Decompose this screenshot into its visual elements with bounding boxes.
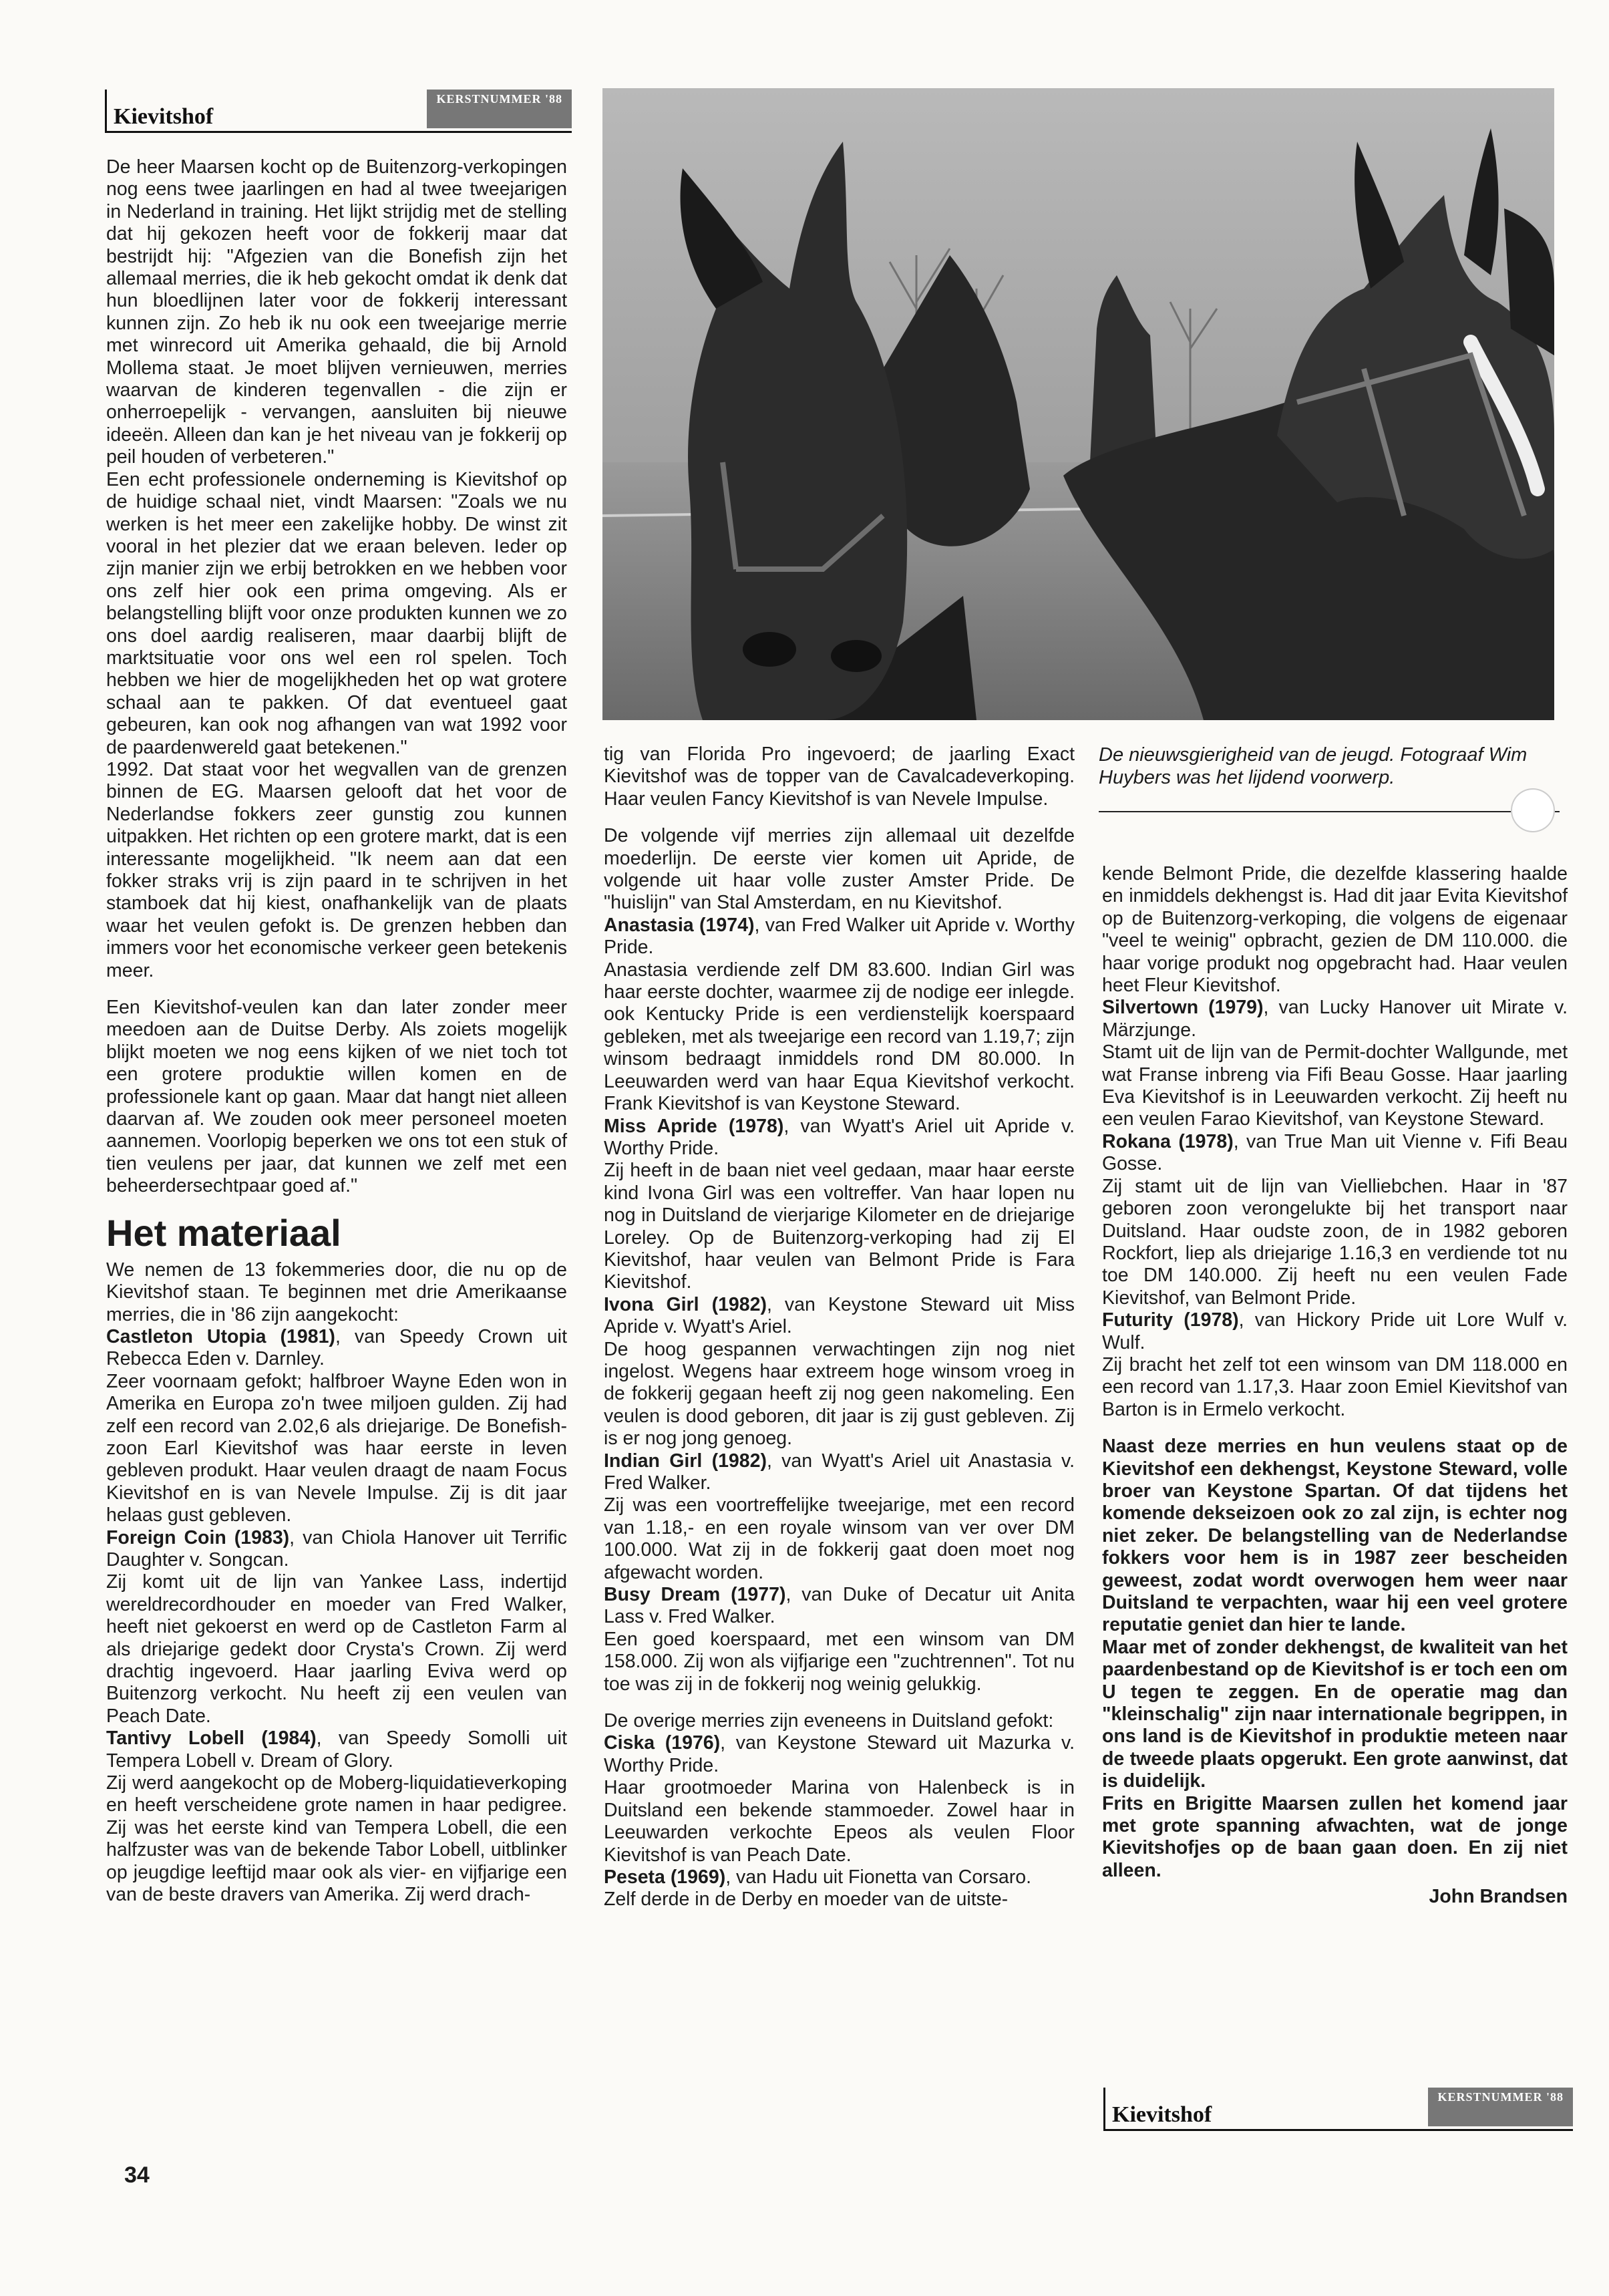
horse-name: Foreign Coin (1983) xyxy=(106,1526,290,1548)
column-1 xyxy=(106,156,567,1906)
closing-paragraph: Frits en Brigitte Maarsen zullen het komend jaar met grote spanning afwachten, wat de jonge Kievitshofjes op de baan gaan doen. En zij niet alleen. xyxy=(1102,1792,1568,1881)
horse-pedigree: , van True Man uit Vienne v. Fifi Beau Gosse. xyxy=(1102,1130,1568,1175)
punch-hole xyxy=(1511,788,1555,832)
horse-pedigree: , van Hadu uit Fionetta van Corsaro. xyxy=(725,1866,1032,1888)
author-signature: John Brandsen xyxy=(1429,1886,1568,1908)
horse-entry xyxy=(106,1728,567,1772)
issue-tag: KERSTNUMMER '88 xyxy=(1428,2088,1573,2126)
paragraph: Zelf derde in de Derby en moeder van de uitste- xyxy=(604,1889,1009,1911)
paragraph: kende Belmont Pride, die dezelfde klassering haalde en inmiddels dekhengst is. Had dit jaar Evita Kievitshof op de Buitenzorg-verkoping, die volgens de eigenaar "veel te weinig" opbracht, gezien de DM 110.000. die haar vorige produkt nog opgebracht had. Haar veulen heet Fleur Kievitshof. xyxy=(1102,863,1568,997)
photo-foals xyxy=(602,88,1554,720)
paragraph: Zij komt uit de lijn van Yankee Lass, indertijd wereldrecordhouder en moeder van Fred Walker, heeft niet gekoerst en werd op de Castleton Farm al als driejarige gedekt door Crysta's Crown. Zij werd drachtig ingevoerd. Haar jaarling Eviva werd op Buitenzorg verkocht. Nu heeft zij een veulen van Peach Date. xyxy=(106,1571,567,1727)
horse-pedigree: , van Lucky Hanover uit Mirate v. Märzjunge. xyxy=(1102,997,1568,1041)
horse-name: Busy Dream (1977) xyxy=(604,1584,786,1606)
paragraph: Anastasia verdiende zelf DM 83.600. Indian Girl was haar eerste dochter, waarmee zij de nodige eer inlegde. ook Kentucky Pride is een verdienstelijk koerspaard gebleken, met als tweejarige een record van 1.19,7; zijn winsom bedraagt inmiddels rond DM 80.000. In Leeuwarden werd van haar Equa Kievitshof verkocht. Frank Kievitshof is van Keystone Steward. xyxy=(604,959,1075,1115)
paragraph: Zij bracht het zelf tot een winsom van DM 118.000 en een record van 1.17,3. Haar zoon Emiel Kievitshof van Barton is in Ermelo verkocht. xyxy=(1102,1353,1568,1420)
horse-pedigree: , van Chiola Hanover uit Terrific Daughter v. Songcan. xyxy=(106,1526,567,1571)
horse-entry xyxy=(106,1326,567,1371)
horse-name: Miss Apride (1978) xyxy=(604,1115,784,1137)
paragraph: Een echt professionele onderneming is Kievitshof op de huidige schaal niet, vindt Maarsen: "Zoals we nu werken is het meer een zakelijke hobby. De winst zit vooral in het plezier dat we eraan beleven. Ieder op zijn manier zijn we erbij betrokken en we hebben voor ons zelf hier ook een prima omgeving. Als er belangstelling blijft voor onze produkten kunnen we zo ons doel aardig realiseren, maar daarbij blijft de marktsituatie voor ons wel een rol spelen. Toch hebben we hier de mogelijkheden het op wat grotere schaal aan te pakken. Of dat eventueel gaat gebeuren, kan ook nog afhangen van wat 1992 voor de paardenwereld gaat betekenen." xyxy=(106,468,567,758)
paragraph: Stamt uit de lijn van de Permit-dochter Wallgunde, met wat Franse inbreng via Fifi Beau Gosse. Haar jaarling Eva Kievitshof is in Leeuwarden verkocht. Zij heeft nu een veulen Farao Kievitshof, van Keystone Steward. xyxy=(1102,1041,1568,1130)
caption-rule xyxy=(1099,811,1560,812)
horse-pedigree: , van Hickory Pride uit Lore Wulf v. Wulf. xyxy=(1102,1309,1568,1353)
paragraph: Zij was een voortreffelijke tweejarige, met een record van 1.18,- en een royale winsom van ver over DM 100.000. Wat zij in de fokkerij gaat doen moet nog afgewacht worden. xyxy=(604,1494,1075,1583)
section-header-top xyxy=(105,90,572,133)
paragraph: Zij heeft in de baan niet veel gedaan, maar haar eerste kind Ivona Girl was een voltreffer. Van haar lopen nu nog in Duitsland de vierjarige Kilometer en de driejarige Loreley. Op de Buitenzorg-verkoping had zij El Kievitshof, haar veulen van Belmont Pride is Fara Kievitshof. xyxy=(604,1160,1075,1293)
horse-pedigree: , van Wyatt's Ariel uit Apride v. Worthy Pride. xyxy=(604,1115,1075,1159)
column-2 xyxy=(604,744,1075,1911)
horse-entry xyxy=(604,1732,1075,1777)
horse-name: Silvertown (1979) xyxy=(1102,997,1264,1019)
paragraph: Een goed koerspaard, met een winsom van DM 158.000. Zij won als vijfjarige een "zuchtrennen". Tot nu toe was zij in de fokkerij nog weinig gelukkig. xyxy=(604,1628,1075,1695)
horse-pedigree: , van Speedy Somolli uit Tempera Lobell v. Dream of Glory. xyxy=(106,1728,568,1772)
paragraph: De heer Maarsen kocht op de Buitenzorg-verkopingen nog eens twee jaarlingen en had al twee tweejarigen in Nederland in training. Het lijkt strijdig met de stelling dat hij gekozen heeft voor de fokkerij maar dat bestrijdt hij: "Afgezien van die Bonefish zijn het allemaal merries, die ik heb gekocht omdat ik denk dat hun bloedlijnen later voor de fokkerij interessant kunnen zijn. Zo heb ik nu ook een tweejarige merrie met winrecord uit Amerika gehaald, die bij Arnold Mollema staat. Je moet blijven vernieuwen, merries waarvan de kinderen tegenvallen - die zijn er onherroepelijk - vervangen, aansluiten bij nieuwe ideeën. Alleen dan kan je het niveau van je fokkerij op peil houden of verbeteren." xyxy=(106,156,567,468)
section-name: Kievitshof xyxy=(1112,2102,1212,2127)
paragraph: Zij werd aangekocht op de Moberg-liquidatieverkoping en heeft verscheidene grote namen in haar pedigree. Zij was het eerste kind van Tempera Lobell, die een halfzuster was van de bekende Tabor Lobell, uitblinker op jeugdige leeftijd maar ook als vier- en vijfjarige een van de beste dravers van Amerika. Zij werd drach- xyxy=(106,1772,567,1906)
horse-entry xyxy=(1102,997,1568,1041)
section-name: Kievitshof xyxy=(114,104,214,129)
horse-entry xyxy=(1102,1131,1568,1176)
paragraph: Een Kievitshof-veulen kan dan later zonder meer meedoen aan de Duitse Derby. Als zoiets mogelijk blijkt moeten we nog eens kijken of we niet toch tot een grotere produktie willen komen en de professionele kant op gaan. Maar dat hangt niet alleen daarvan af. We zouden ook meer personeel moeten aannemen. Voorlopig beperken we ons tot een stuk of tien veulens per jaar, dat kunnen we zelf met een beheerdersechtpaar goed af." xyxy=(106,997,567,1197)
horse-entry xyxy=(106,1527,567,1572)
closing-paragraph: Maar met of zonder dekhengst, de kwaliteit van het paardenbestand op de Kievitshof is er toch een om U tegen te zeggen. En de operatie mag dan "kleinschalig" zijn naar internationale begrippen, in ons land is de Kievitshof in produktie meteen naar de tweede plaats opgerukt. Een grote aanwinst, dat is duidelijk. xyxy=(1102,1636,1568,1792)
horse-entry xyxy=(604,915,1075,959)
photo-caption: De nieuwsgierigheid van de jeugd. Fotograaf Wim Huybers was het lijdend voorwerp. xyxy=(1099,744,1528,788)
paragraph: Haar grootmoeder Marina von Halenbeck is in Duitsland een bekende stammoeder. Zowel haar in Leeuwarden verkochte Epeos als veulen Floor Kievitshof is van Peach Date. xyxy=(604,1777,1075,1866)
horse-name: Anastasia (1974) xyxy=(604,914,755,936)
section-header-bottom xyxy=(1103,2088,1573,2131)
horse-name: Peseta (1969) xyxy=(604,1866,726,1888)
horse-name: Castleton Utopia (1981) xyxy=(106,1325,335,1347)
paragraph: Zij stamt uit de lijn van Vielliebchen. Haar in '87 geboren zoon verongelukte bij het transport naar Duitsland. Haar oudste zoon, de in 1982 geboren Rockfort, liep als driejarige 1.16,3 en verdiende tot nu toe DM 140.000. Zij heeft nu een veulen Fade Kievitshof, van Belmont Pride. xyxy=(1102,1175,1568,1309)
paragraph: 1992. Dat staat voor het wegvallen van de grenzen binnen de EG. Maarsen gelooft dat het voor de Nederlandse fokkers zeer gunstig zou kunnen uitpakken. Het richten op een grotere markt, dat is een interessante mogelijkheid. "Ik neem aan dat een fokker straks vrij is zijn paard in te schrijven in het stamboek dat hij kiest, onafhankelijk van de plaats waar het veulen gefokt is. De grenzen hebben dan immers voor het economische verkeer geen betekenis meer. xyxy=(106,758,567,981)
horse-name: Ivona Girl (1982) xyxy=(604,1293,767,1315)
paragraph: De overige merries zijn eveneens in Duitsland gefokt: xyxy=(604,1710,1054,1732)
horse-name: Tantivy Lobell (1984) xyxy=(106,1728,317,1750)
horse-pedigree: , van Speedy Crown uit Rebecca Eden v. Darnley. xyxy=(106,1325,567,1370)
horse-entry xyxy=(604,1450,1075,1495)
horse-entry xyxy=(604,1866,1075,1889)
paragraph: De hoog gespannen verwachtingen zijn nog niet ingelost. Wegens haar extreem hoge winsom vroeg in de fokkerij gegaan heeft zij nog geen nakomeling. Een veulen is dood geboren, dit jaar is zij gust gebleven. Zij is er nog jong genoeg. xyxy=(604,1338,1075,1450)
paragraph: tig van Florida Pro ingevoerd; de jaarling Exact Kievitshof was de topper van de Cavalcadeverkoping. Haar veulen Fancy Kievitshof is van Nevele Impulse. xyxy=(604,744,1075,810)
closing-paragraph: Naast deze merries en hun veulens staat op de Kievitshof een dekhengst, Keystone Steward, volle broer van Keystone Spartan. Of dat tijdens het komende dekseizoen ook zo zal zijn, is echter nog niet zeker. De belangstelling van de Nederlandse fokkers voor hem is in 1987 zeer bescheiden geweest, zodat wordt overwogen hem weer naar Duitsland te verpachten, waar hij een veel grotere reputatie geniet dan hier te lande. xyxy=(1102,1436,1568,1636)
issue-tag: KERSTNUMMER '88 xyxy=(427,90,572,128)
column-3 xyxy=(1102,863,1568,1909)
page-number: 34 xyxy=(124,2162,150,2188)
horse-entry xyxy=(1102,1309,1568,1354)
horse-pedigree: , van Wyatt's Ariel uit Anastasia v. Fred Walker. xyxy=(604,1450,1075,1494)
horse-pedigree: , van Duke of Decatur uit Anita Lass v. Fred Walker. xyxy=(604,1584,1075,1628)
horse-entry xyxy=(604,1294,1075,1339)
section-heading: Het materiaal xyxy=(106,1211,341,1254)
horse-pedigree: , van Fred Walker uit Apride v. Worthy Pride. xyxy=(604,914,1075,959)
horses-photo xyxy=(602,88,1554,720)
horse-name: Futurity (1978) xyxy=(1102,1309,1239,1331)
horse-pedigree: , van Keystone Steward uit Mazurka v. Worthy Pride. xyxy=(604,1732,1075,1776)
paragraph: Zeer voornaam gefokt; halfbroer Wayne Eden won in Amerika en Europa zo'n twee miljoen gulden. Zij had zelf een record van 2.02,6 als driejarige. De Bonefish-zoon Earl Kievitshof was haar eerste in leven gebleven produkt. Haar veulen draagt de naam Focus Kievitshof en is van Nevele Impulse. Zij is dit jaar helaas gust gebleven. xyxy=(106,1370,567,1526)
horse-entry xyxy=(604,1584,1075,1629)
horse-name: Ciska (1976) xyxy=(604,1732,721,1754)
horse-name: Rokana (1978) xyxy=(1102,1130,1234,1152)
paragraph: De volgende vijf merries zijn allemaal uit dezelfde moederlijn. De eerste vier komen uit Apride, de volgende uit haar volle zuster Amster Pride. De "huislijn" van Stal Amsterdam, en nu Kievitshof. xyxy=(604,825,1075,914)
paragraph: We nemen de 13 fokemmeries door, die nu op de Kievitshof staan. Te beginnen met drie Amerikaanse merries, die in '86 zijn aangekocht: xyxy=(106,1259,567,1325)
horse-pedigree: , van Keystone Steward uit Miss Apride v. Wyatt's Ariel. xyxy=(604,1293,1075,1338)
horse-entry xyxy=(604,1116,1075,1160)
horse-name: Indian Girl (1982) xyxy=(604,1450,767,1472)
